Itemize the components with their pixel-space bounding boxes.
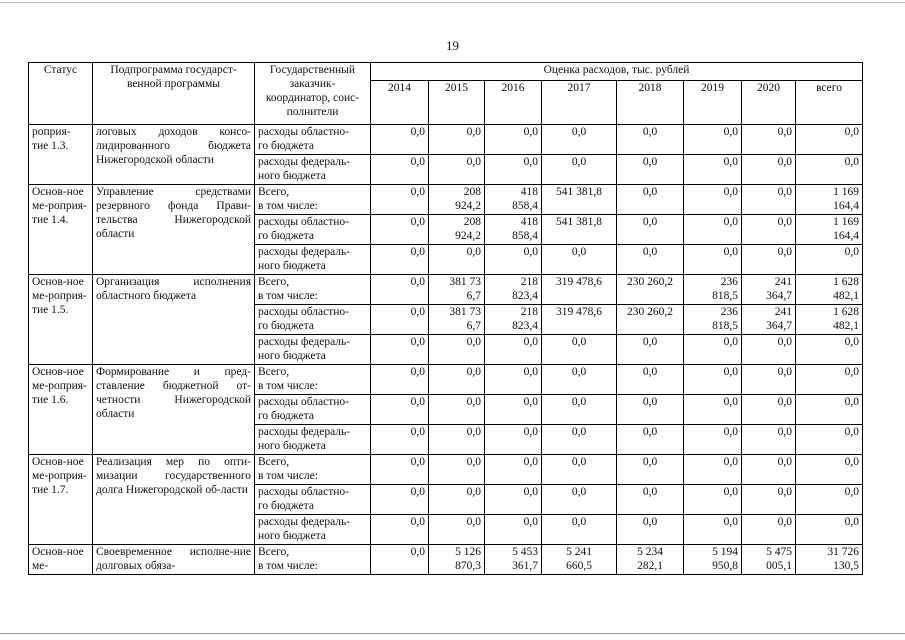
- amount-cell: 5 126 870,3: [429, 545, 485, 575]
- amount-cell: 0,0: [429, 455, 485, 485]
- amount-cell: 0,0: [796, 125, 863, 155]
- amount-cell: 0,0: [684, 125, 742, 155]
- amount-cell: 0,0: [742, 185, 796, 215]
- amount-cell: 0,0: [617, 455, 684, 485]
- amount-cell: 230 260,2: [617, 305, 684, 335]
- status-cell: Основ-ное ме-роприя-тие 1.4.: [29, 185, 93, 275]
- table-row: [29, 125, 863, 155]
- amount-cell: 381 73 6,7: [429, 305, 485, 335]
- funding-source-cell: Всего, в том числе:: [255, 275, 371, 305]
- table-row: [29, 365, 863, 395]
- funding-source-cell: расходы областно- го бюджета: [255, 215, 371, 245]
- subprogram-cell: Формирование и пред-ставление бюджетной от-четности Нижегородской области: [93, 365, 255, 455]
- amount-cell: 0,0: [485, 425, 542, 455]
- amount-cell: 0,0: [617, 125, 684, 155]
- status-cell: Основ-ное ме-роприя-тие 1.5.: [29, 275, 93, 365]
- amount-cell: 0,0: [684, 485, 742, 515]
- amount-cell: 0,0: [542, 395, 617, 425]
- amount-cell: 0,0: [429, 245, 485, 275]
- amount-cell: 0,0: [429, 485, 485, 515]
- funding-source-cell: расходы областно- го бюджета: [255, 395, 371, 425]
- amount-cell: 0,0: [684, 455, 742, 485]
- status-cell: Основ-ное ме-: [29, 545, 93, 575]
- amount-cell: 0,0: [742, 215, 796, 245]
- amount-cell: 0,0: [742, 365, 796, 395]
- header-status: Статус: [29, 63, 93, 125]
- funding-source-cell: расходы областно- го бюджета: [255, 485, 371, 515]
- subprogram-cell: Реализация мер по опти-мизации государственного долга Нижегородской об-ласти: [93, 455, 255, 545]
- amount-cell: 0,0: [684, 395, 742, 425]
- amount-cell: 0,0: [617, 215, 684, 245]
- amount-cell: 0,0: [796, 335, 863, 365]
- amount-cell: 5 475 005,1: [742, 545, 796, 575]
- table-body: [29, 125, 863, 575]
- amount-cell: 0,0: [371, 395, 429, 425]
- header-year: 2017: [542, 81, 617, 125]
- amount-cell: 0,0: [742, 515, 796, 545]
- amount-cell: 0,0: [617, 485, 684, 515]
- page-bottom-edge: [0, 633, 905, 634]
- amount-cell: 5 234 282,1: [617, 545, 684, 575]
- amount-cell: 418 858,4: [485, 215, 542, 245]
- funding-source-cell: Всего, в том числе:: [255, 185, 371, 215]
- header-year: 2014: [371, 81, 429, 125]
- amount-cell: 5 453 361,7: [485, 545, 542, 575]
- amount-cell: 0,0: [542, 125, 617, 155]
- funding-source-cell: Всего, в том числе:: [255, 545, 371, 575]
- amount-cell: 0,0: [542, 335, 617, 365]
- funding-source-cell: расходы областно- го бюджета: [255, 125, 371, 155]
- amount-cell: 0,0: [371, 185, 429, 215]
- amount-cell: 0,0: [684, 515, 742, 545]
- amount-cell: 0,0: [796, 395, 863, 425]
- amount-cell: 0,0: [371, 455, 429, 485]
- amount-cell: 0,0: [742, 335, 796, 365]
- amount-cell: 0,0: [617, 155, 684, 185]
- status-cell: роприя- тие 1.3.: [29, 125, 93, 185]
- amount-cell: 0,0: [742, 155, 796, 185]
- amount-cell: 0,0: [429, 155, 485, 185]
- funding-source-cell: расходы федераль- ного бюджета: [255, 515, 371, 545]
- amount-cell: 0,0: [742, 395, 796, 425]
- amount-cell: 541 381,8: [542, 185, 617, 215]
- amount-cell: 0,0: [684, 245, 742, 275]
- amount-cell: 0,0: [371, 425, 429, 455]
- amount-cell: 0,0: [796, 365, 863, 395]
- amount-cell: 1 628 482,1: [796, 275, 863, 305]
- amount-cell: 0,0: [684, 185, 742, 215]
- header-year: 2016: [485, 81, 542, 125]
- amount-cell: 541 381,8: [542, 215, 617, 245]
- amount-cell: 0,0: [429, 425, 485, 455]
- amount-cell: 208 924,2: [429, 215, 485, 245]
- amount-cell: 5 194 950,8: [684, 545, 742, 575]
- amount-cell: 1 169 164,4: [796, 215, 863, 245]
- amount-cell: 1 169 164,4: [796, 185, 863, 215]
- amount-cell: 31 726 130,5: [796, 545, 863, 575]
- amount-cell: 0,0: [371, 545, 429, 575]
- status-cell: Основ-ное ме-роприя-тие 1.6.: [29, 365, 93, 455]
- subprogram-cell: логовых доходов консо-лидированного бюджета Нижегородской области: [93, 125, 255, 185]
- table-header: [29, 63, 863, 125]
- header-year: всего: [796, 81, 863, 125]
- amount-cell: 0,0: [742, 485, 796, 515]
- funding-source-cell: расходы федераль- ного бюджета: [255, 425, 371, 455]
- header-coordinator: Государственный заказчик-координатор, соис-полнители: [255, 63, 371, 125]
- funding-source-cell: Всего, в том числе:: [255, 365, 371, 395]
- amount-cell: 0,0: [371, 155, 429, 185]
- amount-cell: 319 478,6: [542, 275, 617, 305]
- amount-cell: 0,0: [684, 155, 742, 185]
- amount-cell: 218 823,4: [485, 305, 542, 335]
- amount-cell: 0,0: [485, 515, 542, 545]
- funding-source-cell: расходы областно- го бюджета: [255, 305, 371, 335]
- amount-cell: 418 858,4: [485, 185, 542, 215]
- amount-cell: 1 628 482,1: [796, 305, 863, 335]
- amount-cell: 0,0: [485, 245, 542, 275]
- amount-cell: 0,0: [371, 515, 429, 545]
- amount-cell: 241 364,7: [742, 305, 796, 335]
- amount-cell: 0,0: [371, 275, 429, 305]
- amount-cell: 0,0: [617, 395, 684, 425]
- page-number: 19: [446, 38, 459, 53]
- amount-cell: 0,0: [542, 485, 617, 515]
- amount-cell: 208 924,2: [429, 185, 485, 215]
- budget-table: [28, 62, 863, 575]
- amount-cell: 0,0: [485, 365, 542, 395]
- amount-cell: 0,0: [796, 455, 863, 485]
- subprogram-cell: Своевременное исполне-ние долговых обяза-: [93, 545, 255, 575]
- amount-cell: 0,0: [617, 425, 684, 455]
- amount-cell: 0,0: [371, 485, 429, 515]
- table-row: [29, 185, 863, 215]
- amount-cell: 0,0: [371, 305, 429, 335]
- funding-source-cell: расходы федераль- ного бюджета: [255, 155, 371, 185]
- table-row: [29, 455, 863, 485]
- amount-cell: 0,0: [742, 245, 796, 275]
- funding-source-cell: Всего, в том числе:: [255, 455, 371, 485]
- amount-cell: 0,0: [684, 425, 742, 455]
- subprogram-cell: Управление средствами резервного фонда Прави-тельства Нижегородской области: [93, 185, 255, 275]
- amount-cell: 0,0: [542, 455, 617, 485]
- amount-cell: 5 241 660,5: [542, 545, 617, 575]
- amount-cell: 230 260,2: [617, 275, 684, 305]
- amount-cell: 0,0: [429, 335, 485, 365]
- amount-cell: 0,0: [371, 365, 429, 395]
- amount-cell: 0,0: [485, 155, 542, 185]
- header-year: 2019: [684, 81, 742, 125]
- amount-cell: 0,0: [684, 335, 742, 365]
- amount-cell: 0,0: [542, 155, 617, 185]
- amount-cell: 319 478,6: [542, 305, 617, 335]
- amount-cell: 0,0: [542, 245, 617, 275]
- amount-cell: 0,0: [617, 335, 684, 365]
- amount-cell: 0,0: [796, 245, 863, 275]
- amount-cell: 236 818,5: [684, 275, 742, 305]
- amount-cell: 0,0: [429, 125, 485, 155]
- amount-cell: 0,0: [742, 425, 796, 455]
- header-subprogram: Подпрограмма государст-венной программы: [93, 63, 255, 125]
- table-row: [29, 545, 863, 575]
- status-cell: Основ-ное ме-роприя-тие 1.7.: [29, 455, 93, 545]
- amount-cell: 0,0: [796, 485, 863, 515]
- header-year: 2018: [617, 81, 684, 125]
- header-year: 2015: [429, 81, 485, 125]
- amount-cell: 236 818,5: [684, 305, 742, 335]
- amount-cell: 0,0: [542, 425, 617, 455]
- amount-cell: 0,0: [684, 215, 742, 245]
- amount-cell: 0,0: [796, 425, 863, 455]
- funding-source-cell: расходы федераль- ного бюджета: [255, 245, 371, 275]
- header-year: 2020: [742, 81, 796, 125]
- amount-cell: 0,0: [542, 515, 617, 545]
- amount-cell: 0,0: [485, 455, 542, 485]
- amount-cell: 0,0: [485, 395, 542, 425]
- amount-cell: 0,0: [429, 365, 485, 395]
- amount-cell: 241 364,7: [742, 275, 796, 305]
- header-estimate: Оценка расходов, тыс. рублей: [371, 63, 863, 81]
- amount-cell: 0,0: [617, 185, 684, 215]
- amount-cell: 0,0: [371, 215, 429, 245]
- subprogram-cell: Организация исполнения областного бюджета: [93, 275, 255, 365]
- amount-cell: 0,0: [429, 515, 485, 545]
- page-top-edge: [0, 2, 905, 3]
- amount-cell: 0,0: [485, 125, 542, 155]
- amount-cell: 218 823,4: [485, 275, 542, 305]
- amount-cell: 0,0: [485, 335, 542, 365]
- table-row: [29, 275, 863, 305]
- amount-cell: 0,0: [796, 155, 863, 185]
- amount-cell: 0,0: [796, 515, 863, 545]
- amount-cell: 0,0: [485, 485, 542, 515]
- amount-cell: 0,0: [371, 125, 429, 155]
- amount-cell: 0,0: [684, 365, 742, 395]
- amount-cell: 0,0: [542, 365, 617, 395]
- amount-cell: 0,0: [371, 335, 429, 365]
- amount-cell: 381 73 6,7: [429, 275, 485, 305]
- amount-cell: 0,0: [429, 395, 485, 425]
- amount-cell: 0,0: [742, 125, 796, 155]
- amount-cell: 0,0: [617, 245, 684, 275]
- amount-cell: 0,0: [371, 245, 429, 275]
- funding-source-cell: расходы федераль- ного бюджета: [255, 335, 371, 365]
- amount-cell: 0,0: [742, 455, 796, 485]
- amount-cell: 0,0: [617, 365, 684, 395]
- amount-cell: 0,0: [617, 515, 684, 545]
